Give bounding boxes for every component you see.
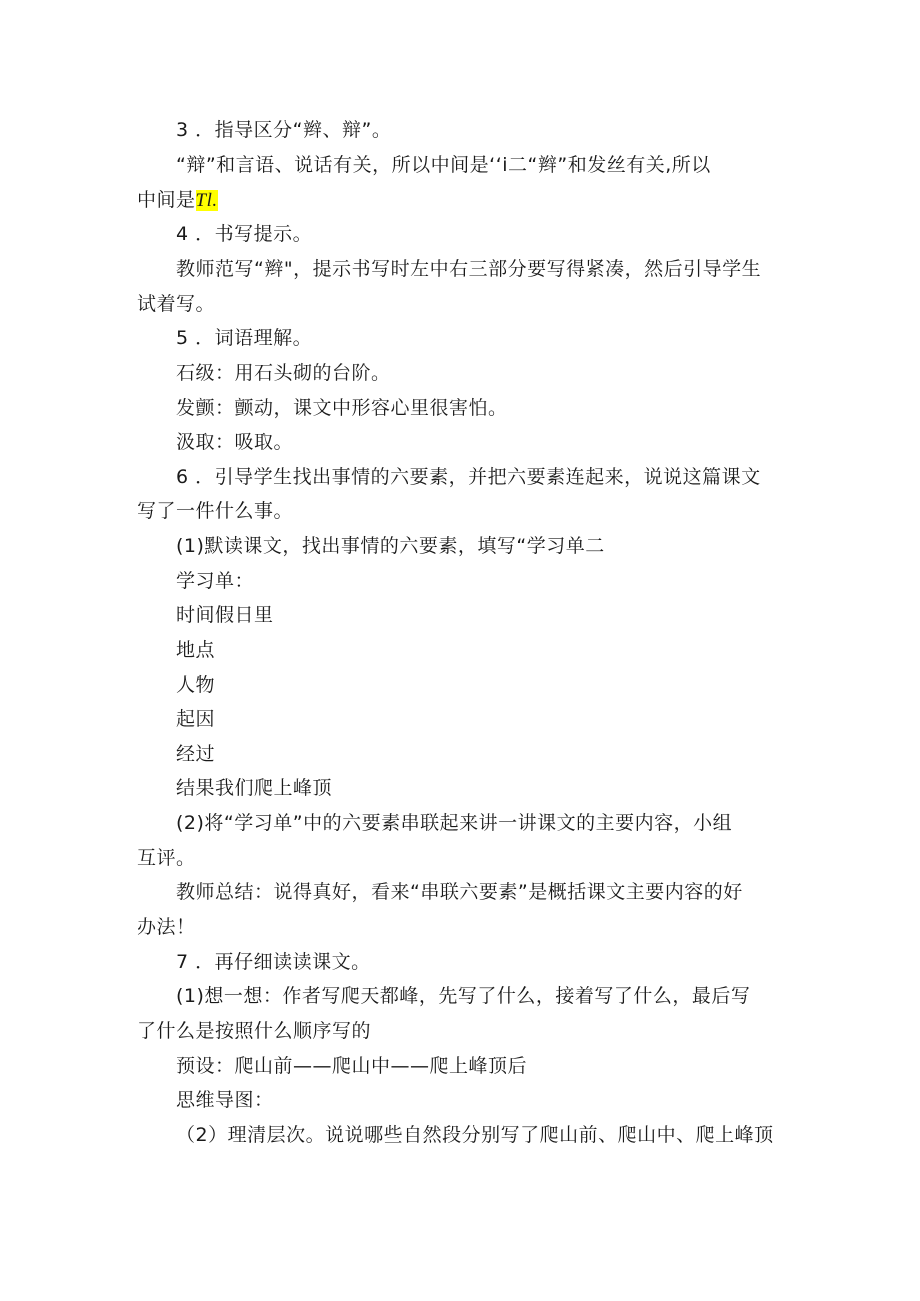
paragraph-line: (1)默读课文，找出事情的六要素，填写“学习单二 — [176, 535, 605, 557]
worksheet-item: 结果我们爬上峰顶 — [176, 777, 333, 799]
worksheet-title: 学习单： — [176, 570, 255, 592]
paragraph-line — [137, 188, 218, 213]
paragraph-line: 试着写。 — [137, 293, 216, 315]
paragraph-line: 互评。 — [137, 847, 196, 869]
step-5-heading: 5 ．词语理解。 — [176, 327, 313, 349]
paragraph-line: “辩”和言语、说话有关，所以中间是‘‘i二“辫”和发丝有关,所以 — [176, 154, 711, 176]
vocab-item: 发颤：颤动，课文中形容心里很害怕。 — [176, 397, 508, 419]
paragraph-line: 预设：爬山前——爬山中——爬上峰顶后 — [176, 1055, 528, 1077]
step-7-heading: 7 ．再仔细读读课文。 — [176, 951, 371, 973]
worksheet-item: 人物 — [176, 674, 216, 696]
paragraph-line: (1)想一想：作者写爬天都峰，先写了什么，接着写了什么，最后写 — [176, 985, 751, 1007]
vocab-item: 汲取：吸取。 — [176, 431, 294, 453]
highlighted-text: Tl. — [195, 190, 218, 211]
vocab-item: 石级：用石头砌的台阶。 — [176, 362, 391, 384]
worksheet-item: 起因 — [176, 708, 216, 730]
paragraph-line: 写了一件什么事。 — [137, 500, 294, 522]
step-6-heading: 6 ．引导学生找出事情的六要素，并把六要素连起来，说说这篇课文 — [176, 466, 761, 488]
paragraph-line: （2）理清层次。说说哪些自然段分别写了爬山前、爬山中、爬上峰顶 — [176, 1124, 774, 1146]
mindmap-label: 思维导图： — [176, 1089, 274, 1111]
worksheet-item: 地点 — [176, 639, 216, 661]
worksheet-item: 经过 — [176, 743, 216, 765]
step-3-heading: 3 ．指导区分“辫、辩”。 — [176, 119, 392, 141]
paragraph-line: 了什么是按照什么顺序写的 — [137, 1020, 372, 1042]
paragraph-line: 教师总结：说得真好，看来“串联六要素”是概括课文主要内容的好 — [176, 881, 743, 903]
paragraph-line: (2)将“学习单”中的六要素串联起来讲一讲课文的主要内容，小组 — [176, 812, 733, 834]
paragraph-line: 教师范写“辫"，提示书写时左中右三部分要写得紧凑，然后引导学生 — [176, 258, 762, 280]
worksheet-item: 时间假日里 — [176, 604, 274, 626]
paragraph-line: 办法！ — [137, 916, 196, 938]
step-4-heading: 4 ．书写提示。 — [176, 223, 313, 245]
paragraph-text: 中间是 — [137, 189, 196, 211]
